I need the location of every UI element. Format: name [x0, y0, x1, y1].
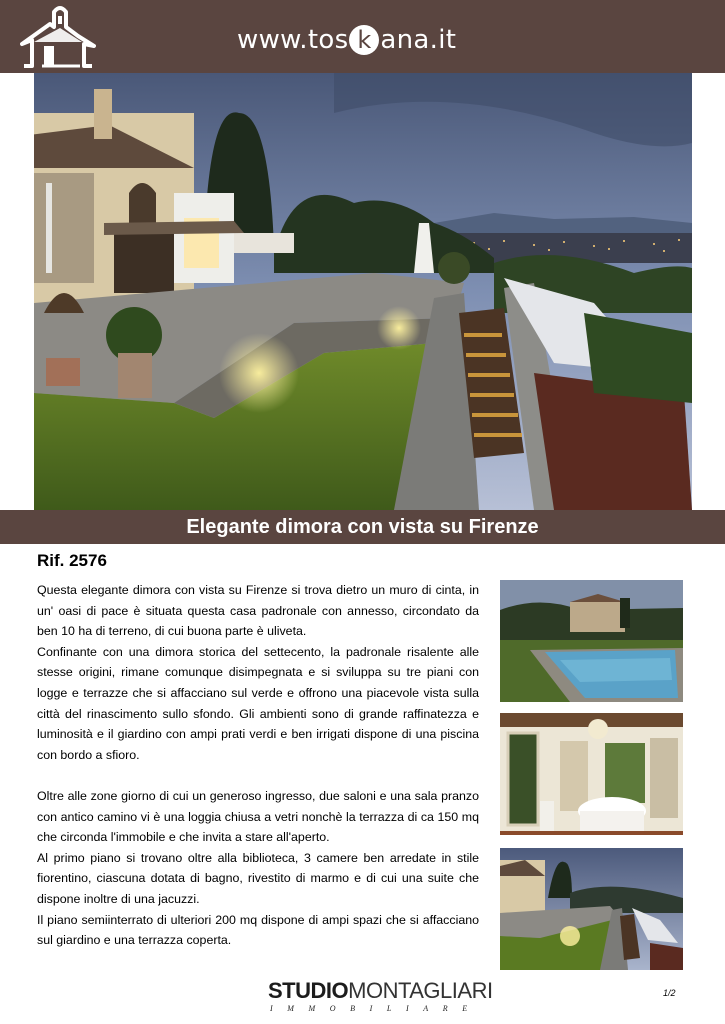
studio-montagliari-logo [268, 978, 508, 1018]
thumbnail-villa-dusk-photo [500, 848, 683, 970]
header-bar [0, 0, 725, 73]
site-url-suffix: ana.it [380, 25, 457, 55]
logo-studio-text: STUDIO [268, 978, 349, 1003]
site-url[interactable] [237, 22, 456, 58]
tuscan-house-logo-icon [20, 2, 96, 70]
property-title: Elegante dimora con vista su Firenze [186, 515, 539, 538]
paragraph-first-floor: Al primo piano si trovano oltre alla biblioteca, 3 camere ben arredate in stile fiorentino, ciascuna dotata di bagno, rivestito di marmo e di cui una suite che dispone inoltre di una jacuzzi. [37, 850, 479, 906]
site-url-k: k [349, 25, 379, 55]
description [37, 580, 479, 951]
thumbnail-pool-photo [500, 580, 683, 702]
site-url-prefix: www.tos [237, 25, 349, 55]
paragraph-ground-floor: Oltre alle zone giorno di cui un generoso ingresso, due saloni e una sala pranzo con antico camino vi è una loggia chiusa a vetri nonchè la terrazza di ca 150 mq che circonda l'immobile e che invita a stare all'aperto. [37, 788, 479, 845]
thumbnail-loggia-photo [500, 713, 683, 835]
reference-number: Rif. 2576 [37, 551, 107, 570]
paragraph-basement: Il piano semiinterrato di ulteriori 200 mq dispone di ampi spazi che si affacciano sul giardino e una terrazza coperta. [37, 912, 479, 948]
paragraph-intro: Questa elegante dimora con vista su Firenze si trova dietro un muro di cinta, in un' oasi di pace è situata questa casa padronale con annesso, circondato da ben 10 ha di terreno, di cui buona parte è uliveta. [37, 583, 479, 639]
page-number: 1/2 [663, 988, 676, 998]
title-band [0, 510, 725, 544]
logo-immobiliare-text: IMMOBILIARE [270, 1004, 482, 1013]
logo-montagliari-text: MONTAGLIARI [348, 978, 493, 1003]
hero-villa-photo [34, 73, 692, 510]
paragraph-history: Confinante con una dimora storica del settecento, la padronale risalente alle stesse origini, rimane comunque disimpegnata e si sviluppa su tre piani con logge e terrazze che si affacciano sul verde e offrono una piacevole vista sulla città del rinascimento sullo sfondo. Gli ambienti sono di grande raffinatezza e luminosità e il giardino con ampi prati verdi e ben irrigati dispone di una piscina con bordo a sfioro. [37, 644, 479, 762]
